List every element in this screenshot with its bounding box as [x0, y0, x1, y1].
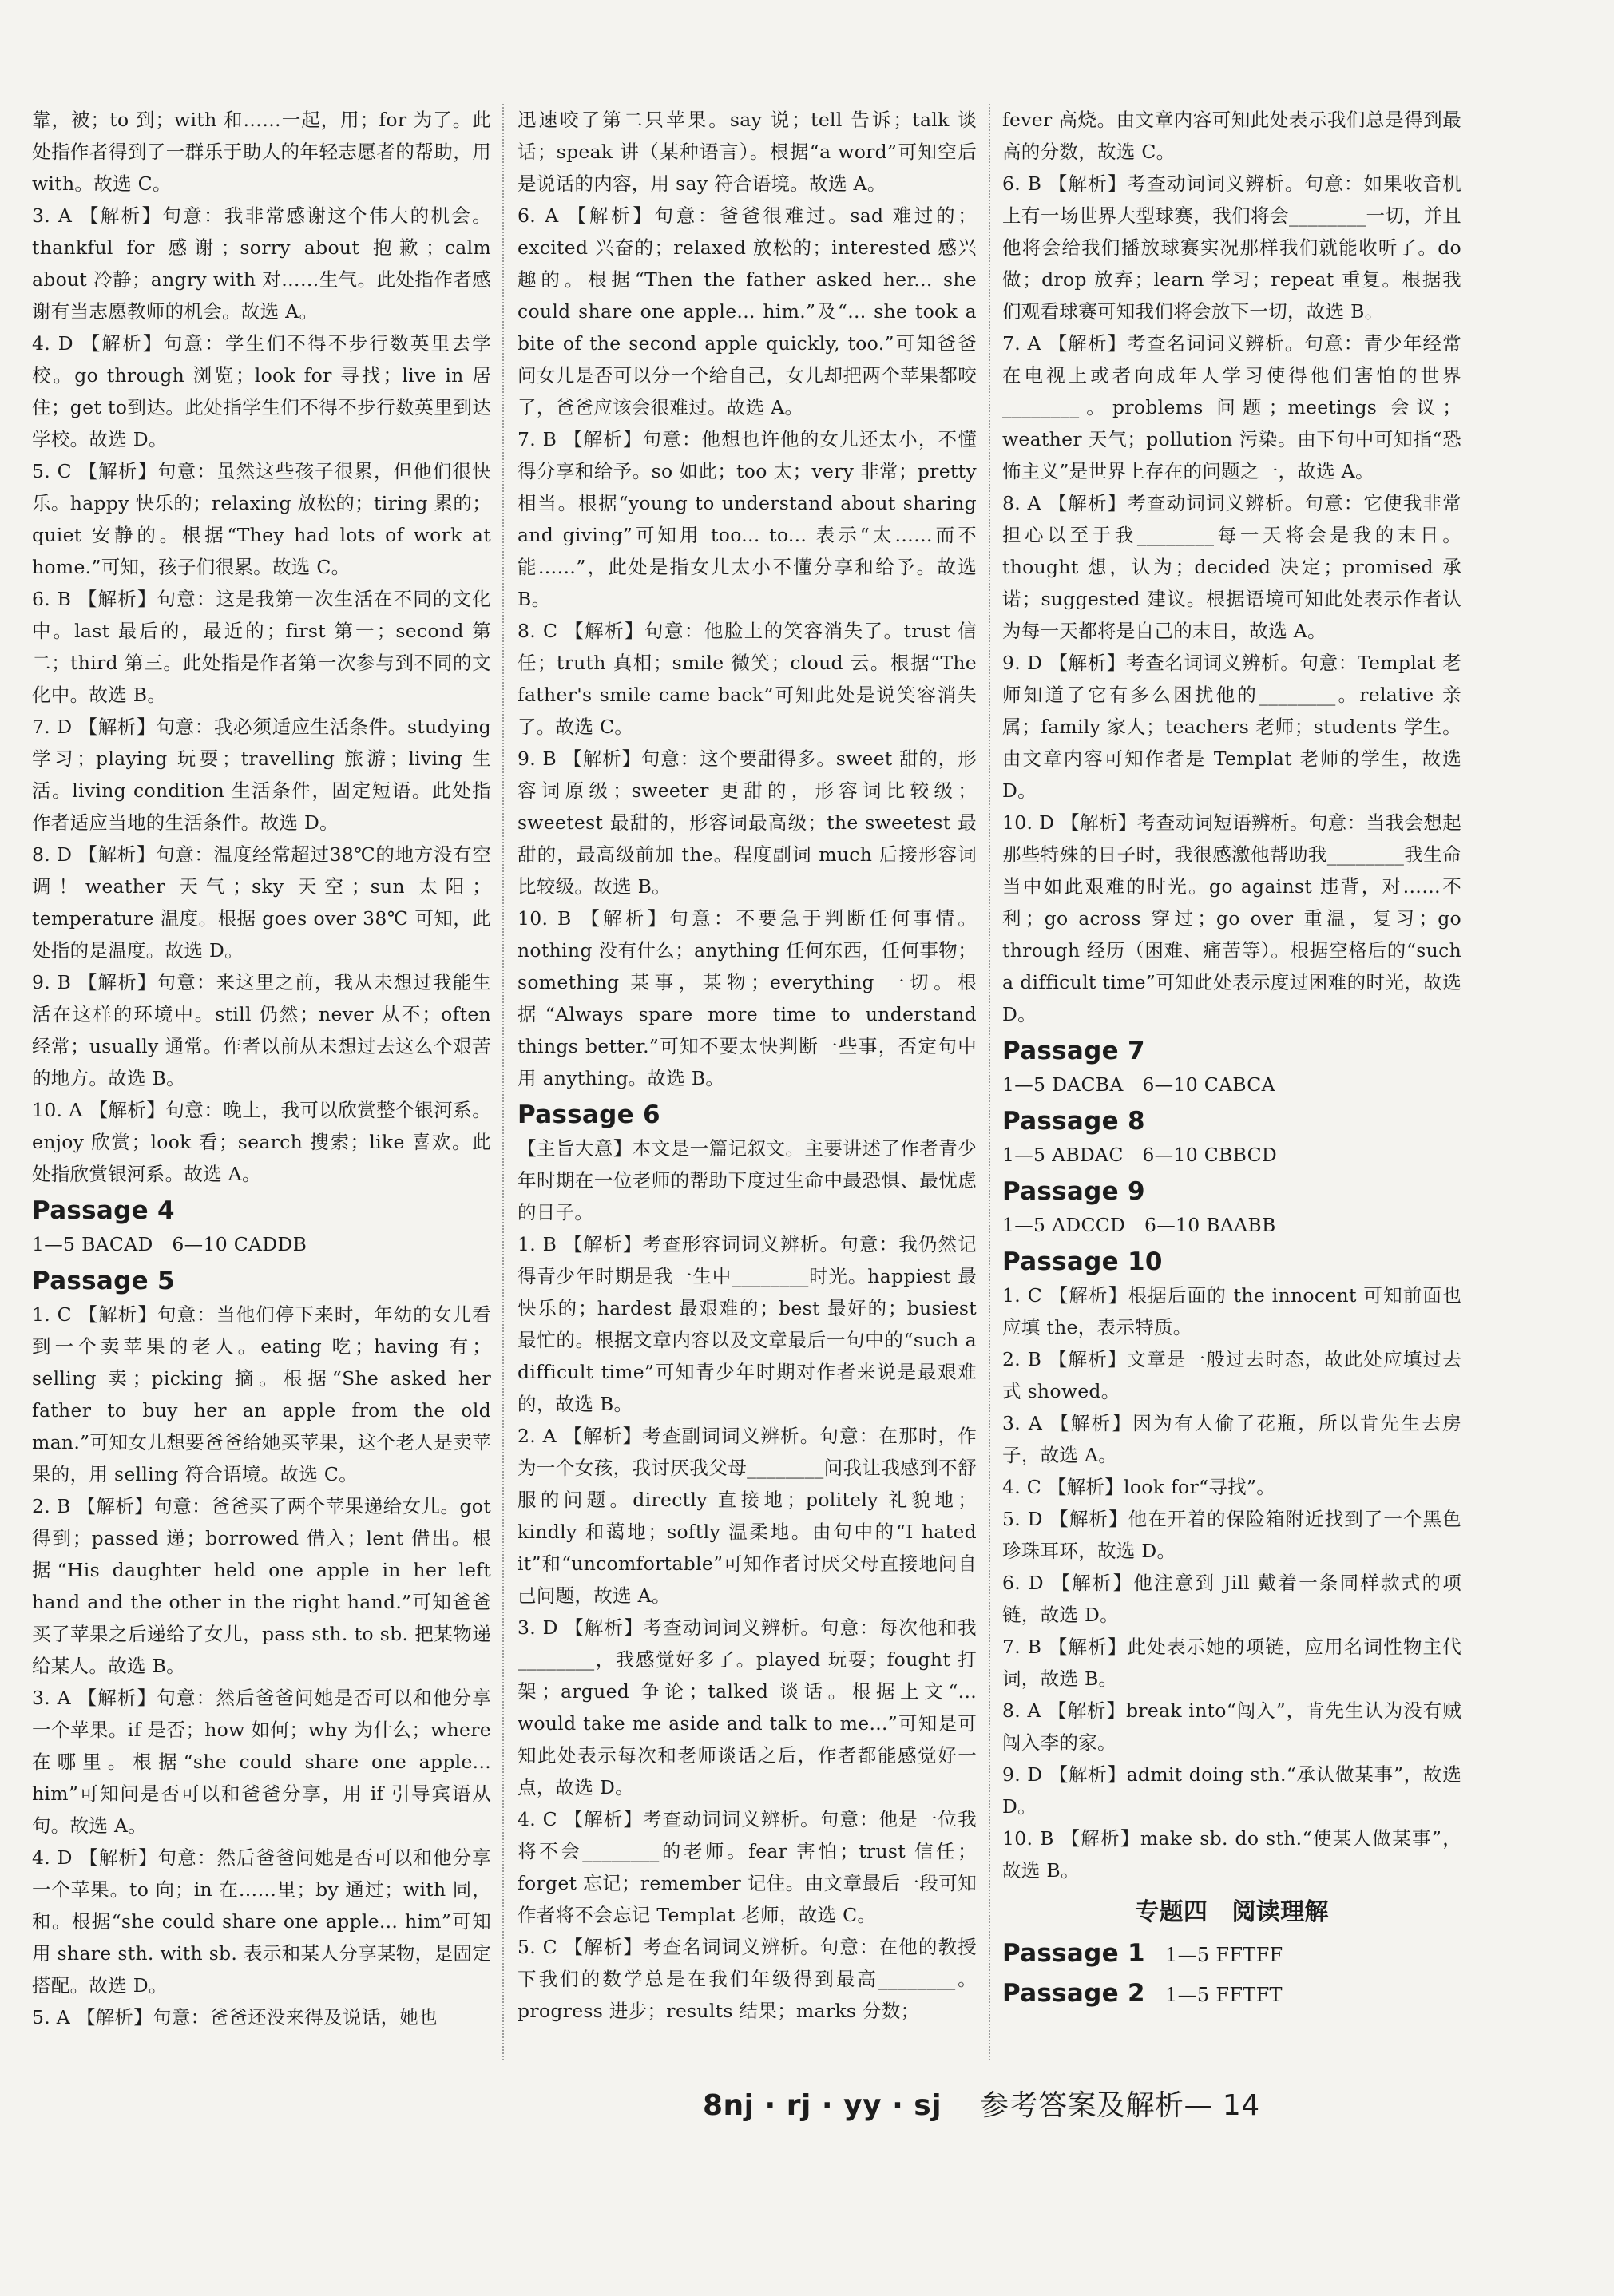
answer-item: 10. D 【解析】考查动词短语辨析。句意：当我会想起那些特殊的日子时，我很感激他帮助我________我生命当中如此艰难的时光。go against 违背，对……不利；go across 穿过；go over 重温，复习；go through 经历（困难、痛苦等）。根据空格后的“such a difficult time”可知此处表示度过困难的时光，故选 D。 — [1002, 811, 1461, 1025]
answer-item: 3. A 【解析】句意：然后爸爸问她是否可以和他分享一个苹果。if 是否；how 如何；why 为什么；where 在哪里。根据“she could share one apple... him”可知问是否可以和爸爸分享，用 if 引导宾语从句。故选 A。 — [32, 1687, 491, 1837]
book-code: 8nj · rj · yy · sj — [703, 2089, 942, 2122]
reading-passage-line — [1002, 1936, 1461, 1973]
passage-heading: Passage 8 — [1002, 1107, 1145, 1136]
passage-answer-key: 1—5 BACAD 6—10 CADDB — [32, 1233, 307, 1255]
answer-item: 10. B 【解析】句意：不要急于判断任何事情。nothing 没有什么；anything 任何东西，任何事物；something 某事，某物；everything 一切。根据“Always spare more time to understand things better.”可知不要太快判断一些事，否定句中用 anything。故选 B。 — [518, 907, 977, 1089]
answer-item: 8. A 【解析】break into“闯入”，肯先生认为没有贼闯入李的家。 — [1002, 1699, 1461, 1754]
answer-item: 9. D 【解析】admit doing sth.“承认做某事”，故选 D。 — [1002, 1763, 1461, 1818]
column-divider — [502, 104, 504, 2060]
answer-item: 10. B 【解析】make sb. do sth.“使某人做某事”，故选 B。 — [1002, 1827, 1461, 1882]
passage-heading: Passage 1 — [1002, 1939, 1145, 1968]
answer-item: 1. C 【解析】根据后面的 the innocent 可知前面也应填 the，表示特质。 — [1002, 1284, 1461, 1338]
page-label: 参考答案及解析— 14 — [979, 2089, 1260, 2122]
answer-item: 6. D 【解析】他注意到 Jill 戴着一条同样款式的项链，故选 D。 — [1002, 1572, 1461, 1626]
answer-item: 2. B 【解析】句意：爸爸买了两个苹果递给女儿。got 得到；passed 递；borrowed 借入；lent 借出。根据“His daughter held one apple in her left hand and the other in the right hand.”可知爸爸买了苹果之后递给了女儿，pass sth. to sb. 把某物递给某人。故选 B。 — [32, 1495, 491, 1677]
reading-passage-line — [1002, 1976, 1461, 2012]
answer-item: 10. A 【解析】句意：晚上，我可以欣赏整个银河系。enjoy 欣赏；look 看；search 搜索；like 喜欢。此处指欣赏银河系。故选 A。 — [32, 1099, 491, 1185]
answer-item: 4. C 【解析】考查动词词义辨析。句意：他是一位我将不会________的老师。fear 害怕；trust 信任；forget 忘记；remember 记住。由文章最后一段可知作者将不会忘记 Templat 老师，故选 C。 — [518, 1808, 977, 1926]
answer-column-1 — [32, 104, 491, 2060]
passage-answer-key: 1—5 FFTFT — [1165, 1984, 1283, 2006]
answer-item: 靠，被；to 到；with 和……一起，用；for 为了。此处指作者得到了一群乐于助人的年轻志愿者的帮助，用 with。故选 C。 — [32, 109, 491, 195]
answer-item: fever 高烧。由文章内容可知此处表示我们总是得到最高的分数，故选 C。 — [1002, 109, 1461, 163]
answer-item: 8. A 【解析】考查动词词义辨析。句意：它使我非常担心以至于我________每一天将会是我的末日。thought 想，认为；decided 决定；promised 承诺；suggested 建议。根据语境可知此处表示作者认为每一天都将是自己的末日，故选 A。 — [1002, 492, 1461, 642]
passage-heading: Passage 10 — [1002, 1247, 1163, 1276]
answer-item: 6. B 【解析】考查动词词义辨析。句意：如果收音机上有一场世界大型球赛，我们将会________一切，并且他将会给我们播放球赛实况那样我们就能收听了。do 做；drop 放弃；learn 学习；repeat 重复。根据我们观看球赛可知我们将会放下一切，故选 B。 — [1002, 172, 1461, 323]
answer-item: 7. A 【解析】考查名词词义辨析。句意：青少年经常在电视上或者向成年人学习使得他们害怕的世界________。problems 问题；meetings 会议；weather 天气；pollution 污染。由下句中可知指“恐怖主义”是世界上存在的问题之一，故选 A。 — [1002, 332, 1461, 482]
answer-item: 4. D 【解析】句意：然后爸爸问她是否可以和他分享一个苹果。to 向；in 在……里；by 通过；with 同，和。根据“she could share one apple... him”可知用 share sth. with sb. 表示和某人分享某物，是固定搭配。故选 D。 — [32, 1846, 491, 1997]
answer-item: 7. B 【解析】此处表示她的项链，应用名词性物主代词，故选 B。 — [1002, 1636, 1461, 1690]
answer-item: 9. B 【解析】句意：这个要甜得多。sweet 甜的，形容词原级；sweeter 更甜的，形容词比较级；sweetest 最甜的，形容词最高级；the sweetest 最甜的，最高级前加 the。程度副词 much 后接形容词比较级。故选 B。 — [518, 747, 977, 898]
passage-heading: Passage 7 — [1002, 1037, 1145, 1065]
answer-item: 8. C 【解析】句意：他脸上的笑容消失了。trust 信任；truth 真相；smile 微笑；cloud 云。根据“The father's smile came back”可知此处是说笑容消失了。故选 C。 — [518, 620, 977, 738]
answer-item: 9. B 【解析】句意：来这里之前，我从未想过我能生活在这样的环境中。still 仍然；never 从不；often 经常；usually 通常。作者以前从未想过去这么个艰苦的地方。故选 B。 — [32, 971, 491, 1089]
answer-item: 5. D 【解析】他在开着的保险箱附近找到了一个黑色珍珠耳环，故选 D。 — [1002, 1508, 1461, 1562]
answer-item: 2. B 【解析】文章是一般过去时态，故此处应填过去式 showed。 — [1002, 1348, 1461, 1402]
answer-item: 迅速咬了第二只苹果。say 说；tell 告诉；talk 谈话；speak 讲（某种语言）。根据“a word”可知空后是说话的内容，用 say 符合语境。故选 A。 — [518, 109, 977, 195]
answer-item: 6. A 【解析】句意：爸爸很难过。sad 难过的；excited 兴奋的；relaxed 放松的；interested 感兴趣的。根据“Then the father asked her... she could share one apple... him.”及“... she took a bite of the second apple quickly, too.”可知爸爸问女儿是否可以分一个给自己，女儿却把两个苹果都咬了，爸爸应该会很难过。故选 A。 — [518, 204, 977, 418]
answer-item: 5. C 【解析】考查名词词义辨析。句意：在他的教授下我们的数学总是在我们年级得到最高________。progress 进步；results 结果；marks 分数； — [518, 1936, 977, 2022]
answer-item: 4. C 【解析】look for“寻找”。 — [1002, 1476, 1276, 1498]
passage-heading: Passage 2 — [1002, 1979, 1145, 2008]
page-footer — [703, 2083, 1260, 2124]
passage-answer-key: 1—5 ADCCD 6—10 BAABB — [1002, 1214, 1276, 1236]
passage-answer-key: 1—5 ABDAC 6—10 CBBCD — [1002, 1144, 1278, 1166]
passage-heading: Passage 5 — [32, 1267, 175, 1295]
section-title: 专题四 阅读理解 — [1135, 1898, 1329, 1926]
answer-item: 3. A 【解析】句意：我非常感谢这个伟大的机会。thankful for 感谢；sorry about 抱歉；calm about 冷静；angry with 对……生气。此处指作者感谢有当志愿教师的机会。故选 A。 — [32, 204, 491, 323]
passage-heading: Passage 6 — [518, 1100, 660, 1129]
answer-column-3 — [1002, 104, 1461, 2060]
answer-item: 1. B 【解析】考查形容词词义辨析。句意：我仍然记得青少年时期是我一生中________时光。happiest 最快乐的；hardest 最艰难的；best 最好的；busiest 最忙的。根据文章内容以及文章最后一句中的“such a difficult time”可知青少年时期对作者来说是最艰难的，故选 B。 — [518, 1233, 977, 1415]
passage-summary: 【主旨大意】本文是一篇记叙文。主要讲述了作者青少年时期在一位老师的帮助下度过生命中最恐惧、最忧虑的日子。 — [518, 1137, 977, 1223]
answer-item: 6. B 【解析】句意：这是我第一次生活在不同的文化中。last 最后的，最近的；first 第一；second 第二；third 第三。此处指是作者第一次参与到不同的文化中。故选 B。 — [32, 588, 491, 706]
answer-item: 2. A 【解析】考查副词词义辨析。句意：在那时，作为一个女孩，我讨厌我父母________问我让我感到不舒服的问题。directly 直接地；politely 礼貌地；kindly 和蔼地；softly 温柔地。由句中的“I hated it”和“uncomfortable”可知作者讨厌父母直接地问自己问题，故选 A。 — [518, 1425, 977, 1607]
answer-item: 9. D 【解析】考查名词词义辨析。句意：Templat 老师知道了它有多么困扰他的________。relative 亲属；family 家人；teachers 老师；students 学生。由文章内容可知作者是 Templat 老师的学生，故选 D。 — [1002, 652, 1461, 802]
answer-item: 3. A 【解析】因为有人偷了花瓶，所以肯先生去房子，故选 A。 — [1002, 1412, 1461, 1466]
answer-item: 1. C 【解析】句意：当他们停下来时，年幼的女儿看到一个卖苹果的老人。eating 吃；having 有；selling 卖；picking 摘。根据“She asked her father to buy her an apple from the old man.”可知女儿想要爸爸给她买苹果，这个老人是卖苹果的，用 selling 符合语境。故选 C。 — [32, 1303, 491, 1485]
answer-item: 5. C 【解析】句意：虽然这些孩子很累，但他们很快乐。happy 快乐的；relaxing 放松的；tiring 累的；quiet 安静的。根据“They had lots of work at home.”可知，孩子们很累。故选 C。 — [32, 460, 491, 578]
passage-answer-key: 1—5 FFTFF — [1165, 1944, 1283, 1966]
passage-heading: Passage 4 — [32, 1196, 175, 1225]
passage-heading: Passage 9 — [1002, 1177, 1145, 1206]
answer-column-2 — [518, 104, 977, 2060]
answer-item: 7. B 【解析】句意：他想也许他的女儿还太小，不懂得分享和给予。so 如此；too 太；very 非常；pretty 相当。根据“young to understand about sharing and giving”可知用 too... to... 表示“太……而不能……”，此处是指女儿太小不懂分享和给予。故选 B。 — [518, 428, 977, 610]
column-divider — [989, 104, 990, 2060]
answer-item: 3. D 【解析】考查动词词义辨析。句意：每次他和我________，我感觉好多了。played 玩耍；fought 打架；argued 争论；talked 谈话。根据上文“... would take me aside and talk to me...”可知是可知此处表示每次和老师谈话之后，作者都能感觉好一点，故选 D。 — [518, 1616, 977, 1798]
passage-answer-key: 1—5 DACBA 6—10 CABCA — [1002, 1073, 1275, 1096]
answer-item: 7. D 【解析】句意：我必须适应生活条件。studying 学习；playing 玩耍；travelling 旅游；living 生活。living condition 生活条件，固定短语。此处指作者适应当地的生活条件。故选 D。 — [32, 716, 491, 834]
answer-item: 8. D 【解析】句意：温度经常超过38℃的地方没有空调！weather 天气；sky 天空；sun 太阳；temperature 温度。根据 goes over 38℃ 可知，此处指的是温度。故选 D。 — [32, 843, 491, 962]
answer-item: 5. A 【解析】句意：爸爸还没来得及说话，她也 — [32, 2006, 438, 2028]
answer-item: 4. D 【解析】句意：学生们不得不步行数英里去学校。go through 浏览；look for 寻找；live in 居住；get to到达。此处指学生们不得不步行数英里到达学校。故选 D。 — [32, 332, 491, 450]
